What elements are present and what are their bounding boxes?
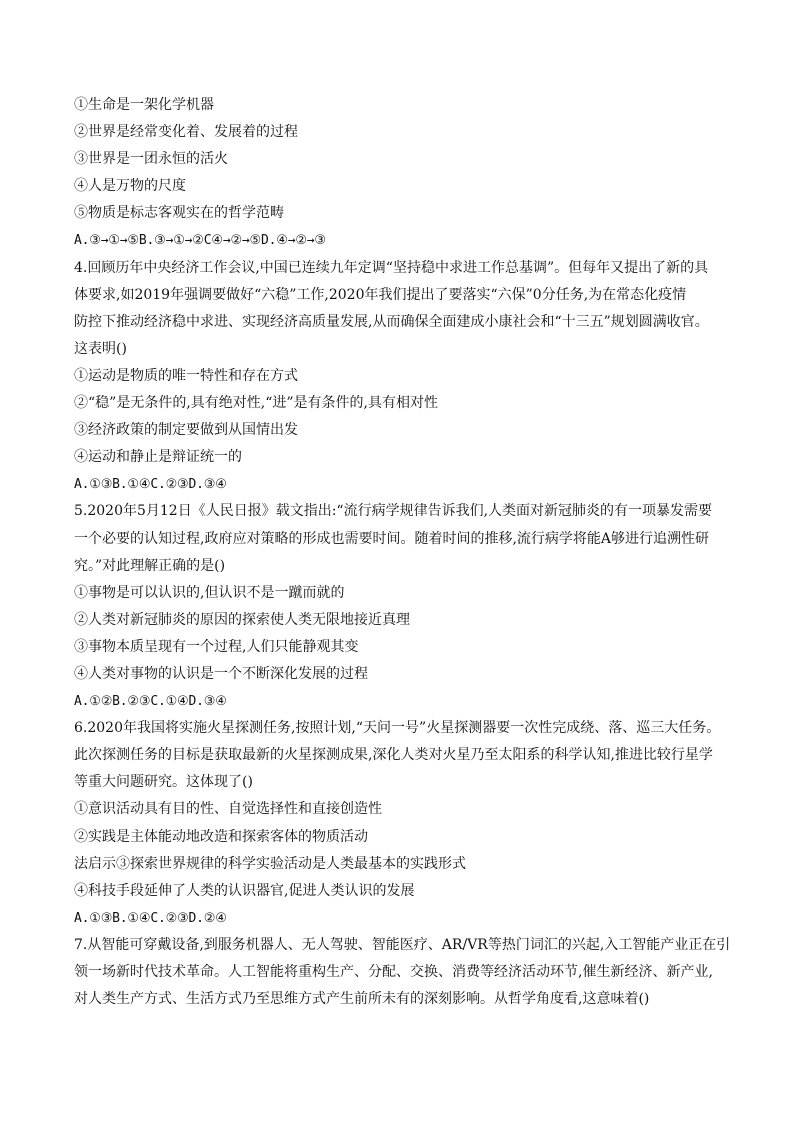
answer-choices-q6: A.①③B.①④C.②③D.②④ [74,910,227,926]
question-4-line-2: 体要求,如2019年强调要做好“六稳”工作,2020年我们提出了要落实“六保”0分任务,为在常态化疫情 [74,286,687,303]
q4-option-4: ④运动和静止是辩证统一的 [74,449,242,466]
question-4-line-4: 这表明() [74,340,127,357]
question-5-line-2: 一个必要的认知过程,政府应对策略的形成也需要时间。随着时间的推移,流行病学将能A够进行追溯性研 [74,530,710,547]
document-page [74,92,734,1013]
option-5: ⑤物质是标志客观实在的哲学范畴 [74,205,284,222]
q5-option-4: ④人类对事物的认识是一个不断深化发展的过程 [74,665,368,682]
q5-option-3: ③事物本质呈现有一个过程,人们只能静观其变 [74,638,359,655]
option-4: ④人是万物的尺度 [74,178,186,195]
question-4-line-1: 4.回顾历年中央经济工作会议,中国已连续九年定调“坚持稳中求进工作总基调”。但每年又提出了新的具 [74,259,709,276]
answer-choices-q5: A.①②B.②③C.①④D.③④ [74,694,227,710]
q4-option-3: ③经济政策的制定要做到从国情出发 [74,422,298,439]
q6-option-3: 法启示③探索世界规律的科学实验活动是人类最基本的实践形式 [74,855,466,872]
option-2: ②世界是经常变化着、发展着的过程 [74,124,298,141]
answer-choices-q4: A.①③B.①④C.②③D.③④ [74,477,227,493]
q4-option-1: ①运动是物质的唯一特性和存在方式 [74,367,298,384]
question-4-line-3: 防控下推动经济稳中求进、实现经济高质量发展,从而确保全面建成小康社会和“十三五”规划圆满收官。 [74,313,709,330]
question-6-line-1: 6.2020年我国将实施火星探测任务,按照计划,“天问一号”火星探测器要一次性完成绕、落、巡三大任务。 [74,720,721,737]
question-7-line-3: 对人类生产方式、生活方式乃至思维方式产生前所未有的深刻影响。从哲学角度看,这意味着() [74,991,650,1008]
q5-option-1: ①事物是可以认识的,但认识不是一蹴而就的 [74,584,345,601]
q6-option-2: ②实践是主体能动地改造和探索客体的物质活动 [74,828,368,845]
question-6-line-2: 此次探测任务的目标是获取最新的火星探测成果,深化人类对火星乃至太阳系的科学认知,推进比较行星学 [74,747,713,764]
q5-option-2: ②人类对新冠肺炎的原因的探索使人类无限地接近真理 [74,611,410,628]
question-7-line-1: 7.从智能可穿戴设备,到服务机器人、无人驾驶、智能医疗、AR/VR等热门词汇的兴起,入工智能产业正在引 [74,936,731,953]
answer-choices-q3: A.③→①→⑤B.③→①→②C④→②→⑤D.④→②→③ [74,233,326,249]
option-3: ③世界是一团永恒的活火 [74,151,228,168]
q4-option-2: ②“稳”是无条件的,具有绝对性,“进”是有条件的,具有相对性 [74,395,438,412]
q6-option-4: ④科技手段延伸了人类的认识器官,促进人类认识的发展 [74,882,415,899]
question-5-line-3: 究。”对此理解正确的是() [74,557,226,574]
q6-option-1: ①意识活动具有目的性、自觉选择性和直接创造性 [74,801,382,818]
question-5-line-1: 5.2020年5月12日《人民日报》载文指出:“流行病学规律告诉我们,人类面对新冠肺炎的有一项暴发需要 [74,503,713,520]
option-1: ①生命是一架化学机器 [74,97,214,113]
question-7-line-2: 领一场新时代技术革命。人工智能将重构生产、分配、交换、消费等经济活动环节,催生新经济、新产业, [74,964,713,980]
question-6-line-3: 等重大问题研究。这体现了() [74,774,253,791]
